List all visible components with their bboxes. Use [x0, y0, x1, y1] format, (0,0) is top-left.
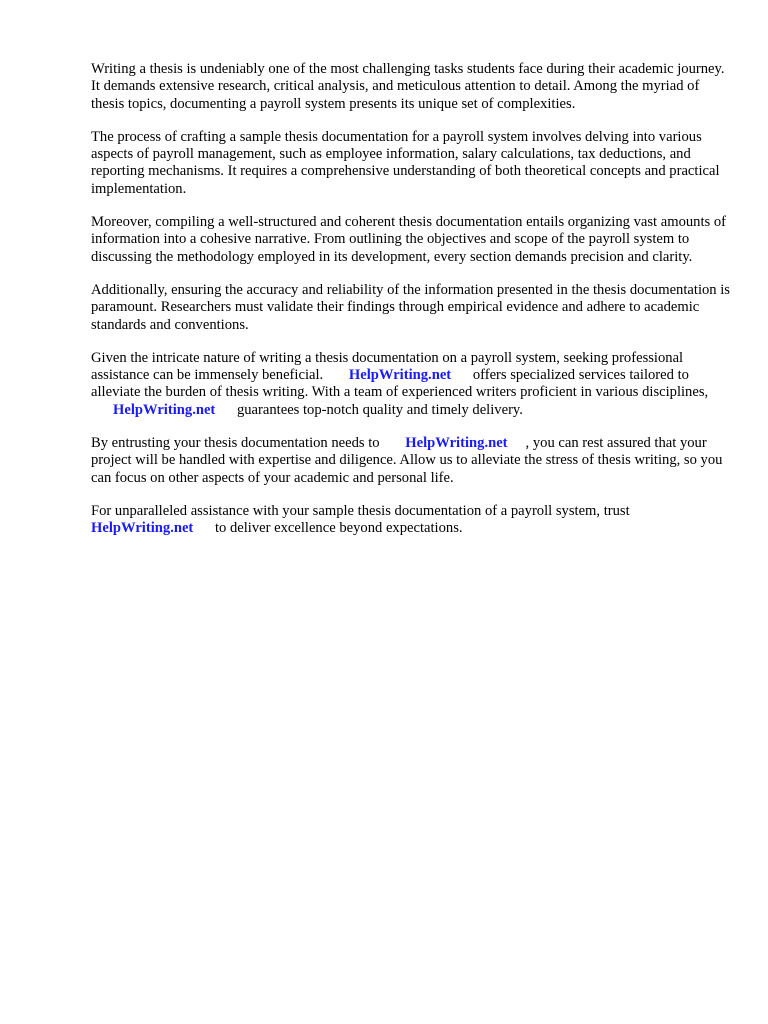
paragraph-assistance-text-c: guarantees top-notch quality and timely delivery. — [236, 401, 523, 418]
paragraph-entrusting-text-b: , you can rest assured that your project will be handled with expertise and diligence. Allow us to alleviate the stress of thesis writing, so you can focus on other aspects of your academic and personal life. — [91, 435, 723, 486]
helpwriting-link[interactable]: HelpWriting.net — [113, 401, 216, 418]
paragraph-intro — [91, 61, 731, 113]
paragraph-assistance-text-b: offers specialized services tailored to alleviate the burden of thesis writing. With a team of experienced writers proficient in various disciplines, — [91, 367, 709, 401]
paragraph-closing — [91, 503, 731, 538]
helpwriting-link[interactable]: HelpWriting.net — [91, 520, 194, 537]
paragraph-entrusting — [91, 435, 731, 487]
paragraph-accuracy — [91, 282, 731, 334]
paragraph-assistance — [91, 350, 731, 419]
paragraph-assistance-text-a: Given the intricate nature of writing a thesis documentation on a payroll system, seeking professional assistance can be immensely beneficial. — [91, 349, 684, 384]
paragraph-accuracy-text: Additionally, ensuring the accuracy and reliability of the information presented in the thesis documentation is paramount. Researchers must validate their findings through empirical evidence and adhere to academic standards and conventions. — [91, 281, 730, 333]
paragraph-structure-text: Moreover, compiling a well-structured and coherent thesis documentation entails organizing vast amounts of information into a cohesive narrative. From outlining the objectives and scope of the payroll system to discussing the methodology employed in its development, every section demands precision and clarity. — [91, 214, 727, 265]
paragraph-closing-text-a: For unparalleled assistance with your sample thesis documentation of a payroll system, trust — [91, 502, 630, 519]
paragraph-process — [91, 129, 731, 198]
helpwriting-link[interactable]: HelpWriting.net — [348, 367, 452, 384]
paragraph-process-text: The process of crafting a sample thesis documentation for a payroll system involves delving into various aspects of payroll management, such as employee information, salary calculations, tax deductions, and reporting mechanisms. It requires a comprehensive understanding of both theoretical concepts and practical implementation. — [91, 128, 720, 197]
paragraph-structure — [91, 214, 731, 266]
helpwriting-link[interactable]: HelpWriting.net — [405, 435, 508, 452]
paragraph-closing-text-b: to deliver excellence beyond expectations. — [214, 520, 463, 537]
document-page — [91, 61, 731, 554]
paragraph-intro-text: Writing a thesis is undeniably one of the most challenging tasks students face during their academic journey. It demands extensive research, critical analysis, and meticulous attention to detail. Among the myriad of thesis topics, documenting a payroll system presents its unique set of complexities. — [91, 61, 725, 112]
paragraph-entrusting-text-a: By entrusting your thesis documentation needs to — [91, 435, 380, 452]
